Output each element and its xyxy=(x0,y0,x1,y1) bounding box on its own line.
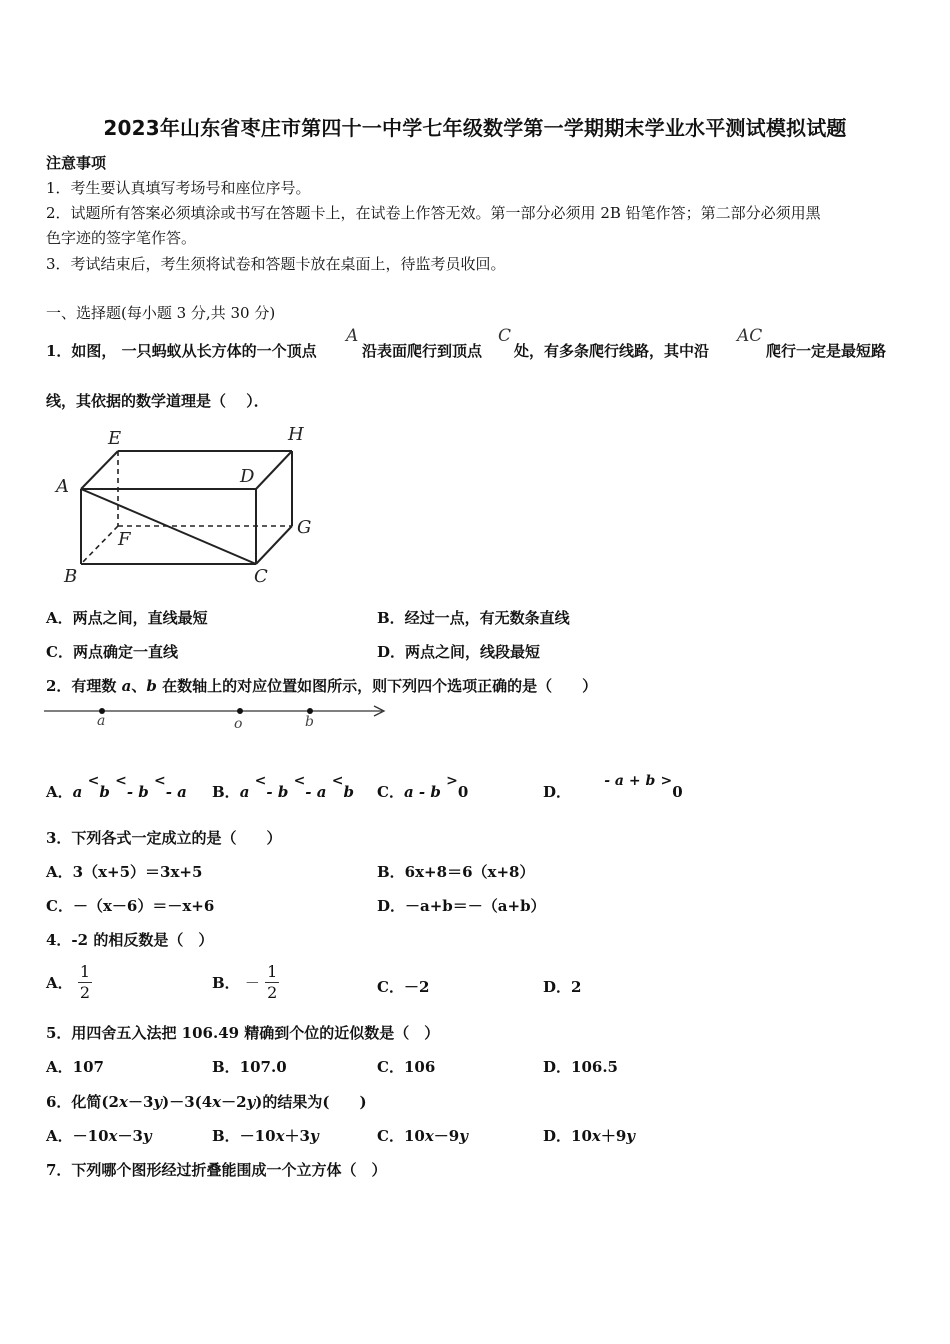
q1-cuboid-figure xyxy=(50,422,330,592)
q5-option-c: C．106 xyxy=(377,1058,436,1076)
q6-option-a: A．－10x－3y xyxy=(46,1127,152,1145)
q3-option-a: A．3（x+5）＝3x+5 xyxy=(46,863,203,881)
q1-option-c: C．两点确定一直线 xyxy=(46,643,178,661)
q5-option-a: A．107 xyxy=(46,1058,104,1076)
q2-stem-pre: 2．有理数 xyxy=(46,677,122,695)
q1-label-c: C xyxy=(498,326,512,346)
q3-option-d: D．－a+b＝－（a+b） xyxy=(377,897,546,915)
q2-option-a: A．a <b <- b <- a xyxy=(46,773,187,801)
notice-item-2-cont: 色字迹的签字笔作答。 xyxy=(46,229,197,247)
q2-var-b: b xyxy=(146,677,157,695)
vertex-label-c: C xyxy=(254,566,268,587)
vertex-label-h: H xyxy=(288,424,304,445)
q2-option-d: D． - a + b >0 xyxy=(543,773,683,801)
q2-sep: 、 xyxy=(131,677,147,695)
vertex-label-a: A xyxy=(56,476,69,497)
q2-option-c: C．a - b >0 xyxy=(377,773,469,801)
q3-option-b: B．6x+8＝6（x+8） xyxy=(377,863,535,881)
vertex-label-f: F xyxy=(118,529,131,550)
axis-label-a: a xyxy=(97,713,106,729)
notice-item-3: 3．考试结束后，考生须将试卷和答题卡放在桌面上，待监考员收回。 xyxy=(46,255,506,273)
q1-stem-part2: 沿表面爬行到顶点 xyxy=(362,342,483,360)
q3-option-c: C．－（x－6）＝－x+6 xyxy=(46,897,215,915)
q2-stem xyxy=(46,675,597,696)
q1-stem-part4: 爬行一定是最短路 xyxy=(766,342,887,360)
vertex-label-g: G xyxy=(297,517,312,538)
vertex-label-b: B xyxy=(64,566,78,587)
q4-option-d: D．2 xyxy=(543,978,582,996)
q1-option-b: B．经过一点，有无数条直线 xyxy=(377,609,570,627)
q2-var-a: a xyxy=(121,677,132,695)
section-heading: 一、选择题(每小题 3 分,共 30 分) xyxy=(46,304,276,322)
q4-stem: 4．-2 的相反数是（ ） xyxy=(46,931,214,949)
q7-stem: 7．下列哪个图形经过折叠能围成一个立方体（ ） xyxy=(46,1161,387,1179)
q4-option-b: B． － $\frac{1}{2}$ xyxy=(212,962,278,1002)
axis-label-o: o xyxy=(234,716,243,732)
notice-item-1: 1．考生要认真填写考场号和座位序号。 xyxy=(46,179,311,197)
q2-option-b: B．a <- b <- a <b xyxy=(212,773,354,801)
q2-stem-post: 在数轴上的对应位置如图所示，则下列四个选项正确的是（ ） xyxy=(156,677,598,695)
q5-option-b: B．107.0 xyxy=(212,1058,287,1076)
q1-option-d: D．两点之间，线段最短 xyxy=(377,643,541,661)
q1-label-ac: AC xyxy=(737,326,763,346)
q6-stem: 6．化简(2x－3y)－3(4x－2y)的结果为( ) xyxy=(46,1093,367,1111)
q1-stem-part3: 处，有多条爬行线路，其中沿 xyxy=(514,342,710,360)
q6-option-c: C．10x－9y xyxy=(377,1127,468,1145)
notice-heading: 注意事项 xyxy=(46,154,107,172)
axis-label-b: b xyxy=(305,714,314,730)
vertex-label-e: E xyxy=(108,428,122,449)
q6-option-b: B．－10x＋3y xyxy=(212,1127,319,1145)
q2-number-line xyxy=(44,700,390,734)
q4-option-a: A． $\frac{1}{2}$ xyxy=(46,962,91,1002)
q1-option-a: A．两点之间，直线最短 xyxy=(46,609,208,627)
page-title: 2023年山东省枣庄市第四十一中学七年级数学第一学期期末学业水平测试模拟试题 xyxy=(103,116,847,140)
vertex-label-d: D xyxy=(240,466,255,487)
q1-label-a: A xyxy=(346,326,359,346)
q3-stem: 3．下列各式一定成立的是（ ） xyxy=(46,829,282,847)
q5-stem: 5．用四舍五入法把 106.49 精确到个位的近似数是（ ） xyxy=(46,1024,440,1042)
notice-item-2: 2．试题所有答案必须填涂或书写在答题卡上，在试卷上作答无效。第一部分必须用 2B 铅笔作答；第二部分必须用黑 xyxy=(46,204,821,222)
q5-option-d: D．106.5 xyxy=(543,1058,618,1076)
q6-option-d: D．10x＋9y xyxy=(543,1127,635,1145)
q1-stem-line2: 线，其依据的数学道理是（ ）． xyxy=(46,392,269,410)
q4-option-c: C．－2 xyxy=(377,978,430,996)
q1-stem-part1: 1．如图， 一只蚂蚁从长方体的一个顶点 xyxy=(46,342,317,360)
